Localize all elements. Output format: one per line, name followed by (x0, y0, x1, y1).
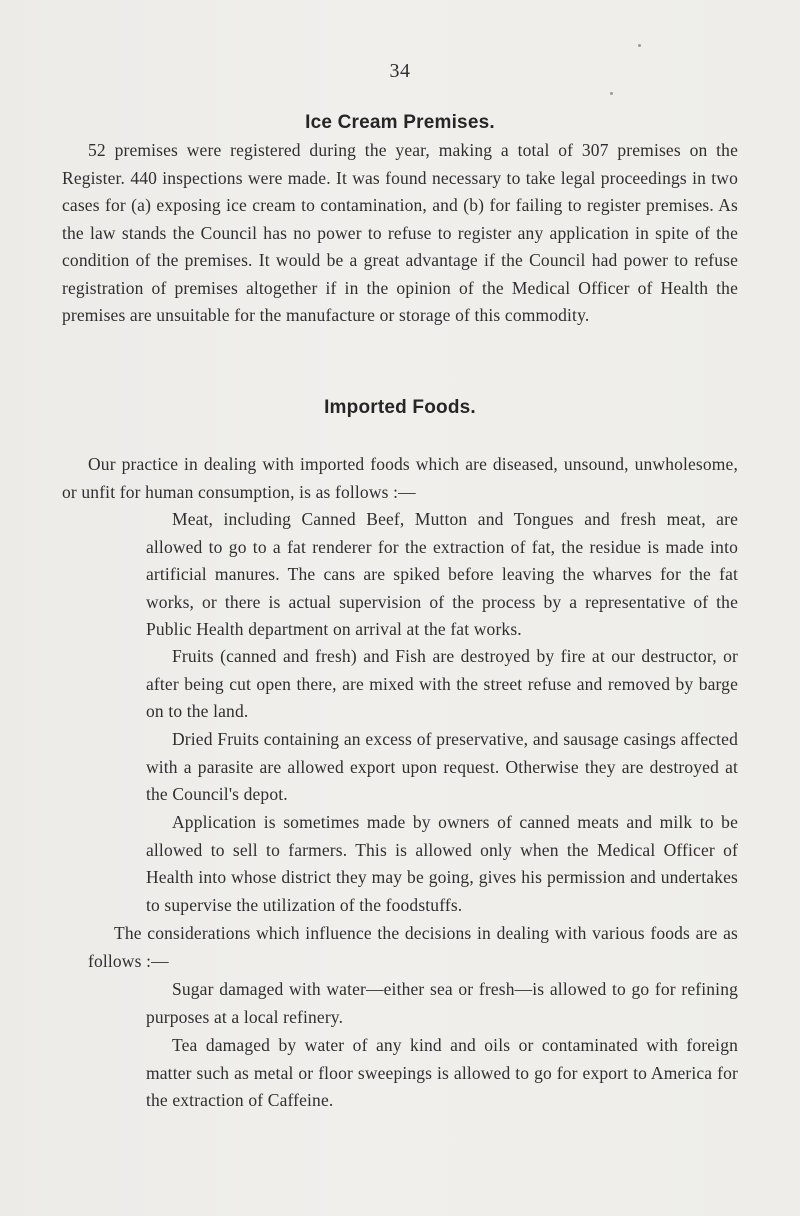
paragraph-considerations: The considerations which influence the decisions in dealing with various foods are as follows :— (88, 923, 738, 971)
page-number: 34 (389, 60, 411, 82)
paragraph-meat: Meat, including Canned Beef, Mutton and Tongues and fresh meat, are allowed to go to a fat renderer for the extraction of fat, the residue is made into artificial manures. The cans are spiked before leaving the wharves for the fat works, or there is actual supervision of the process by a representative of the Public Health department on arrival at the fat works. (146, 509, 738, 639)
paragraph-dried-fruits: Dried Fruits containing an excess of preservative, and sausage casings affected with a parasite are allowed export upon request. Otherwise they are destroyed at the Council's depot. (146, 729, 738, 804)
paragraph-canned-meats-milk: Application is sometimes made by owners of canned meats and milk to be allowed to sell to farmers. This is allowed only when the Medical Officer of Health into whose district they may be going, gives his permission and undertakes to supervise the utilization of the foodstuffs. (146, 812, 738, 915)
section-heading-ice-cream: Ice Cream Premises. (305, 112, 495, 133)
paper-speck (638, 44, 641, 47)
paragraph-fruits-fish: Fruits (canned and fresh) and Fish are destroyed by fire at our destructor, or after being cut open there, are mixed with the street refuse and removed by barge on to the land. (146, 646, 738, 721)
paragraph-tea: Tea damaged by water of any kind and oils or contaminated with foreign matter such as metal or floor sweepings is allowed to go for export to America for the extraction of Caffeine. (146, 1035, 738, 1110)
paragraph-sugar: Sugar damaged with water—either sea or fresh—is allowed to go for refining purposes at a local refinery. (146, 979, 738, 1027)
paper-speck (610, 92, 613, 95)
section-heading-imported-foods: Imported Foods. (324, 397, 476, 418)
paragraph-ice-cream-premises: 52 premises were registered during the year, making a total of 307 premises on the Register. 440 inspections were made. It was found necessary to take legal proceedings in two cases for (a) exposing ice cream to contamination, and (b) for failing to register premises. As the law stands the Council has no power to refuse to register any application in spite of the condition of the premises. It would be a great advantage if the Council had power to refuse registration of premises altogether if in the opinion of the Medical Officer of Health the premises are unsuitable for the manufacture or storage of this commodity. (62, 140, 738, 325)
paragraph-practice-intro: Our practice in dealing with imported foods which are diseased, unsound, unwholesome, or unfit for human consumption, is as follows :— (62, 454, 738, 502)
